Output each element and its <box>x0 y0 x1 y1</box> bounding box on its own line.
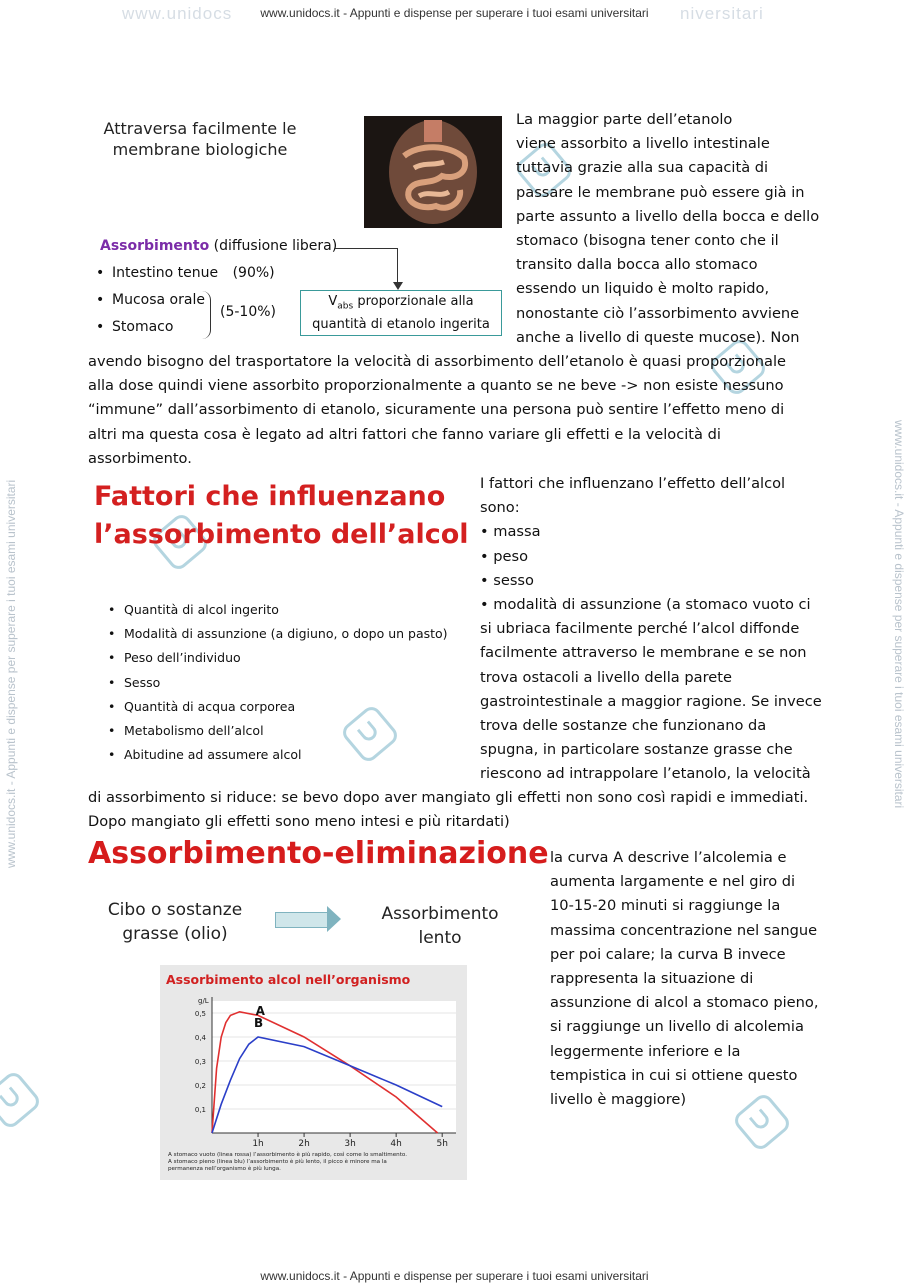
watermark-faint-right: niversitari <box>680 4 764 23</box>
flow-right: Assorbimento lento <box>381 904 499 948</box>
x-tick-label: 5h <box>436 1139 448 1149</box>
assorbimento-suffix: (diffusione libera) <box>213 238 338 254</box>
watermark-side-right: www.unidocs.it - Appunti e dispense per superare i tuoi esami universitari <box>892 420 906 809</box>
x-tick-label: 2h <box>298 1139 310 1149</box>
y-tick-label: 0,2 <box>194 1082 206 1090</box>
slide-membrane-title-line2: membrane biologiche <box>112 140 288 159</box>
list-item: • Stomaco <box>112 314 275 341</box>
assorbimento-label: Assorbimento <box>100 238 210 254</box>
watermark-top <box>0 4 909 23</box>
watermark-bottom <box>0 1269 909 1283</box>
assorbimento-connector-down <box>397 248 398 284</box>
paragraph-2-right: I fattori che influenzano l’effetto dell’alcol sono: • massa • peso • sesso • modalità di assunzione (a stomaco vuoto ci si ubriaca facilmente perché l’alcol diffonde facilmente attraverso le membrane e se non trova ostacoli a livello della parete gastrointestinale a maggior ragione. Se invece trova delle sostanze che funzionano da spugna, in particolare sostanze grasse che riescono ad intrappolare l’etanolo, la velocità <box>480 475 822 783</box>
group-pct: (5-10%) <box>220 304 276 320</box>
list-item: • Quantità di acqua corporea <box>124 695 448 719</box>
slide-membrane <box>88 108 508 343</box>
slide-assorbimento-flow <box>100 898 520 958</box>
chart-panel <box>160 965 467 1180</box>
list-item: • Intestino tenue (90%) <box>112 260 275 287</box>
y-tick-label: 0,4 <box>194 1034 206 1042</box>
list-item: • Modalità di assunzione (a digiuno, o dopo un pasto) <box>124 622 448 646</box>
fattori-list <box>108 598 448 767</box>
arrow-down-icon <box>393 282 403 290</box>
paragraph-1-full: avendo bisogno del trasportatore la velocità di assorbimento dell’etanolo è quasi proporzionale alla dose quindi viene assorbito proporzionalmente a quanto se ne beve -> non esiste nessuno “immune” dall’assorbimento di etanolo, sicuramente una persona può sentire l’effetto meno di altri ma questa cosa è legato ad altri fattori che fanno variare gli effetti e la velocità di assorbimento. <box>88 353 787 467</box>
list-item: • Metabolismo dell’alcol <box>124 719 448 743</box>
chart-caption: A stomaco vuoto (linea rossa) l’assorbimento è più rapido, così come lo smaltimento. A stomaco pieno (linea blu) l’assorbimento è più lento, il picco è minore ma la permanenza nell’organismo è più lunga. <box>168 1152 408 1172</box>
y-axis-label: g/L <box>198 997 209 1005</box>
list-item: • Quantità di alcol ingerito <box>124 598 448 622</box>
slide-membrane-title-line1: Attraversa facilmente le <box>103 119 297 138</box>
x-tick-label: 3h <box>344 1139 356 1149</box>
list-item: • Mucosa orale <box>112 287 275 314</box>
item-pct: (90%) <box>232 265 275 281</box>
assorbimento-line <box>100 238 337 254</box>
y-tick-label: 0,3 <box>194 1058 206 1066</box>
list-item: • Peso dell’individuo <box>124 646 448 670</box>
watermark-side-left: www.unidocs.it - Appunti e dispense per superare i tuoi esami universitari <box>4 479 18 868</box>
watermark-faint-left: www.unidocs <box>122 4 233 23</box>
arrow-right-icon <box>275 912 329 928</box>
chart-svg <box>160 965 467 1180</box>
series-label-A: A <box>255 1003 265 1018</box>
brace <box>202 291 211 339</box>
paragraph-1-right: La maggior parte dell’etanolo viene assorbito a livello intestinale tuttavia grazie alla sua capacità di passare le membrane può essere già in parte assunto a livello della bocca e dello stomaco (bisogna tener conto che il transito dalla bocca allo stomaco essendo un liquido è molto rapido, nonostante ciò l’assorbimento avviene anche a livello di queste mucose). Non <box>516 111 820 346</box>
paragraph-3-right: la curva A descrive l’alcolemia e aumenta largamente e nel giro di 10-15-20 minuti si raggiunge la massima concentrazione nel sangue per poi calare; la curva B invece rappresenta la situazione di assunzione di alcol a stomaco pieno, si raggiunge un livello di alcolemia leggermente inferiore e la tempistica in cui si ottiene questo livello è maggiore) <box>550 849 819 1109</box>
paragraph-2-full: di assorbimento si riduce: se bevo dopo aver mangiato gli effetti non sono così rapidi e immediati. Dopo mangiato gli effetti sono meno intesi e più ritardati) <box>88 789 809 831</box>
watermark-text-top: www.unidocs.it - Appunti e dispense per superare i tuoi esami universitari <box>260 6 649 20</box>
watermark-text-bottom: www.unidocs.it - Appunti e dispense per superare i tuoi esami universitari <box>260 1269 649 1283</box>
y-tick-label: 0,5 <box>194 1010 206 1018</box>
x-tick-label: 4h <box>390 1139 402 1149</box>
intestine-image <box>364 116 502 228</box>
assorbimento-connector <box>334 248 398 249</box>
slide-membrane-title <box>88 118 312 160</box>
slide-assorbimento-title: Assorbimento-eliminazione <box>88 836 549 871</box>
chart-plot-area <box>212 1001 456 1133</box>
vabs-box: $V_{abs}$ proporzionale alla quantità di etanolo ingerita <box>300 290 502 336</box>
list-item: • Sesso <box>124 671 448 695</box>
flow-left: Cibo o sostanze grasse (olio) <box>107 900 243 944</box>
x-tick-label: 1h <box>252 1139 264 1149</box>
arrow-right-head <box>327 906 341 932</box>
y-tick-label: 0,1 <box>194 1106 206 1114</box>
absorption-site-list <box>96 260 275 341</box>
slide-fattori-title: Fattori che influenzano l’assorbimento dell’alcol <box>94 481 469 550</box>
list-item: • Abitudine ad assumere alcol <box>124 743 448 767</box>
watermark-logo-icon <box>0 1069 43 1131</box>
chart-header: Assorbimento alcol nell’organismo <box>166 972 411 987</box>
slide-fattori <box>88 478 473 778</box>
series-label-B: B <box>254 1016 264 1030</box>
